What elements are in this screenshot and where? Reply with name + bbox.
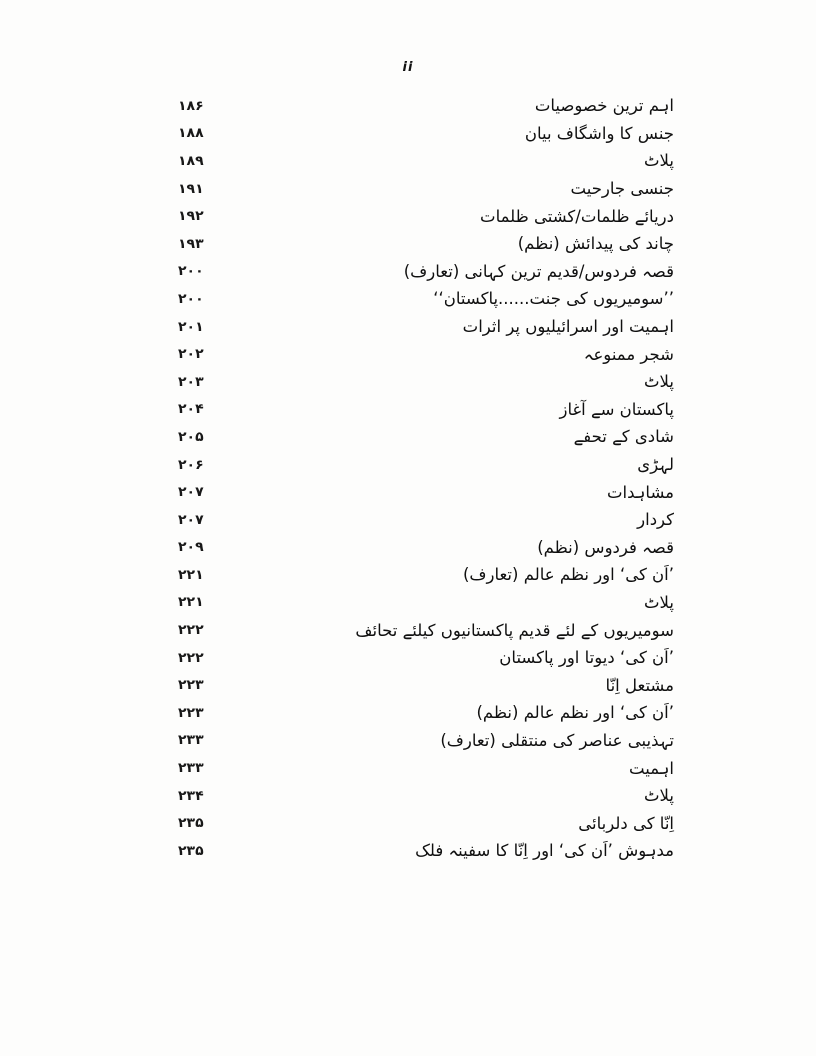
entry-title: مشتعل اِنّا bbox=[605, 675, 674, 695]
toc-row bbox=[178, 727, 674, 755]
entry-title: قصہ فردوس/قدیم ترین کہانی (تعارف) bbox=[403, 261, 674, 281]
toc-row bbox=[178, 478, 674, 506]
entry-title: ’’سومیریوں کی جنت......پاکستان‘‘ bbox=[433, 289, 674, 309]
toc-row bbox=[178, 809, 674, 837]
toc-row bbox=[178, 313, 674, 341]
page-number: ۲۳۴ bbox=[178, 788, 204, 804]
entry-title: تہذیبی عناصر کی منتقلی (تعارف) bbox=[440, 730, 674, 750]
page-number: ۲۲۱ bbox=[178, 567, 204, 583]
toc-row bbox=[178, 506, 674, 534]
page-number: ۱۸۶ bbox=[178, 98, 204, 114]
page-number: ۲۰۳ bbox=[178, 374, 204, 390]
entry-title: اہمیت اور اسرائیلیوں پر اثرات bbox=[462, 317, 674, 337]
entry-title: ’اَن کی‘ دیوتا اور پاکستان bbox=[499, 648, 674, 668]
toc-row bbox=[178, 258, 674, 286]
toc-row bbox=[178, 147, 674, 175]
page-number: ۲۰۴ bbox=[178, 401, 204, 417]
entry-title: شجر ممنوعہ bbox=[583, 344, 674, 364]
page-number: ۲۳۵ bbox=[178, 843, 204, 859]
toc-row bbox=[178, 616, 674, 644]
page-number: ۲۰۵ bbox=[178, 429, 204, 445]
page-number: ۱۸۹ bbox=[178, 153, 204, 169]
table-of-contents bbox=[178, 92, 674, 865]
entry-title: کردار bbox=[637, 510, 674, 530]
page-number: ۱۸۸ bbox=[178, 125, 204, 141]
entry-title: اہمیت bbox=[629, 758, 674, 778]
entry-title: پلاٹ bbox=[644, 151, 674, 171]
page-number: ۲۰۱ bbox=[178, 318, 204, 335]
entry-title: مدہوش ’اَن کی‘ اور اِنّا کا سفینہ فلک bbox=[415, 841, 674, 861]
toc-row bbox=[178, 396, 674, 424]
page-number: ۲۰۶ bbox=[178, 456, 204, 473]
toc-row bbox=[178, 837, 674, 865]
page-number: ۲۲۱ bbox=[178, 594, 204, 611]
folio-page-number: ii bbox=[402, 60, 414, 75]
entry-title: پلاٹ bbox=[644, 592, 674, 612]
toc-row bbox=[178, 754, 674, 782]
toc-row bbox=[178, 368, 674, 396]
page-number: ۲۰۷ bbox=[178, 512, 204, 528]
toc-row bbox=[178, 175, 674, 203]
entry-title: چاند کی پیدائش (نظم) bbox=[517, 234, 674, 254]
entry-title: شادی کے تحفے bbox=[573, 427, 674, 447]
entry-title: دریائے ظلمات/کشتی ظلمات bbox=[480, 206, 674, 226]
page-number: ۲۳۳ bbox=[178, 760, 204, 776]
page-number: ۲۲۳ bbox=[178, 677, 204, 693]
entry-title: سومیریوں کے لئے قدیم پاکستانیوں کیلئے تحائف bbox=[355, 620, 674, 640]
entry-title: ’اَن کی‘ اور نظم عالم (نظم) bbox=[476, 703, 674, 723]
entry-title: لہڑی bbox=[637, 455, 674, 475]
page-number: ۲۲۲ bbox=[178, 622, 204, 638]
toc-row bbox=[178, 202, 674, 230]
toc-row bbox=[178, 92, 674, 120]
entry-title: اہم ترین خصوصیات bbox=[534, 96, 674, 116]
page-number: ۲۰۷ bbox=[178, 484, 204, 500]
entry-title: قصہ فردوس (نظم) bbox=[537, 537, 674, 557]
toc-row bbox=[178, 561, 674, 589]
page-number: ۲۲۲ bbox=[178, 650, 204, 666]
page-number: ۱۹۳ bbox=[178, 236, 204, 252]
toc-row bbox=[178, 285, 674, 313]
entry-title: پلاٹ bbox=[644, 786, 674, 806]
entry-title: پلاٹ bbox=[644, 372, 674, 392]
toc-row bbox=[178, 644, 674, 672]
page-number: ۱۹۲ bbox=[178, 208, 204, 224]
page-number: ۲۳۳ bbox=[178, 732, 204, 749]
page-number: ۲۰۰ bbox=[178, 291, 204, 307]
toc-row bbox=[178, 423, 674, 451]
entry-title: ’اَن کی‘ اور نظم عالم (تعارف) bbox=[462, 565, 674, 585]
page-number: ۲۰۲ bbox=[178, 346, 204, 362]
entry-title: اِنّا کی دلربائی bbox=[578, 813, 674, 833]
page-number: ۲۰۰ bbox=[178, 263, 204, 279]
page-number: ۲۲۳ bbox=[178, 705, 204, 721]
toc-row bbox=[178, 671, 674, 699]
page-number: ۲۳۵ bbox=[178, 815, 204, 831]
page-number: ۲۰۹ bbox=[178, 539, 204, 555]
toc-row bbox=[178, 782, 674, 810]
toc-row bbox=[178, 589, 674, 617]
page-number: ۱۹۱ bbox=[178, 180, 204, 197]
toc-row bbox=[178, 120, 674, 148]
toc-row bbox=[178, 699, 674, 727]
entry-title: مشاہدات bbox=[606, 482, 674, 502]
toc-row bbox=[178, 451, 674, 479]
toc-row bbox=[178, 230, 674, 258]
entry-title: جنسی جارحیت bbox=[570, 179, 674, 199]
entry-title: جنس کا واشگاف بیان bbox=[524, 123, 674, 143]
toc-row bbox=[178, 534, 674, 562]
entry-title: پاکستان سے آغاز bbox=[559, 399, 674, 419]
toc-row bbox=[178, 340, 674, 368]
